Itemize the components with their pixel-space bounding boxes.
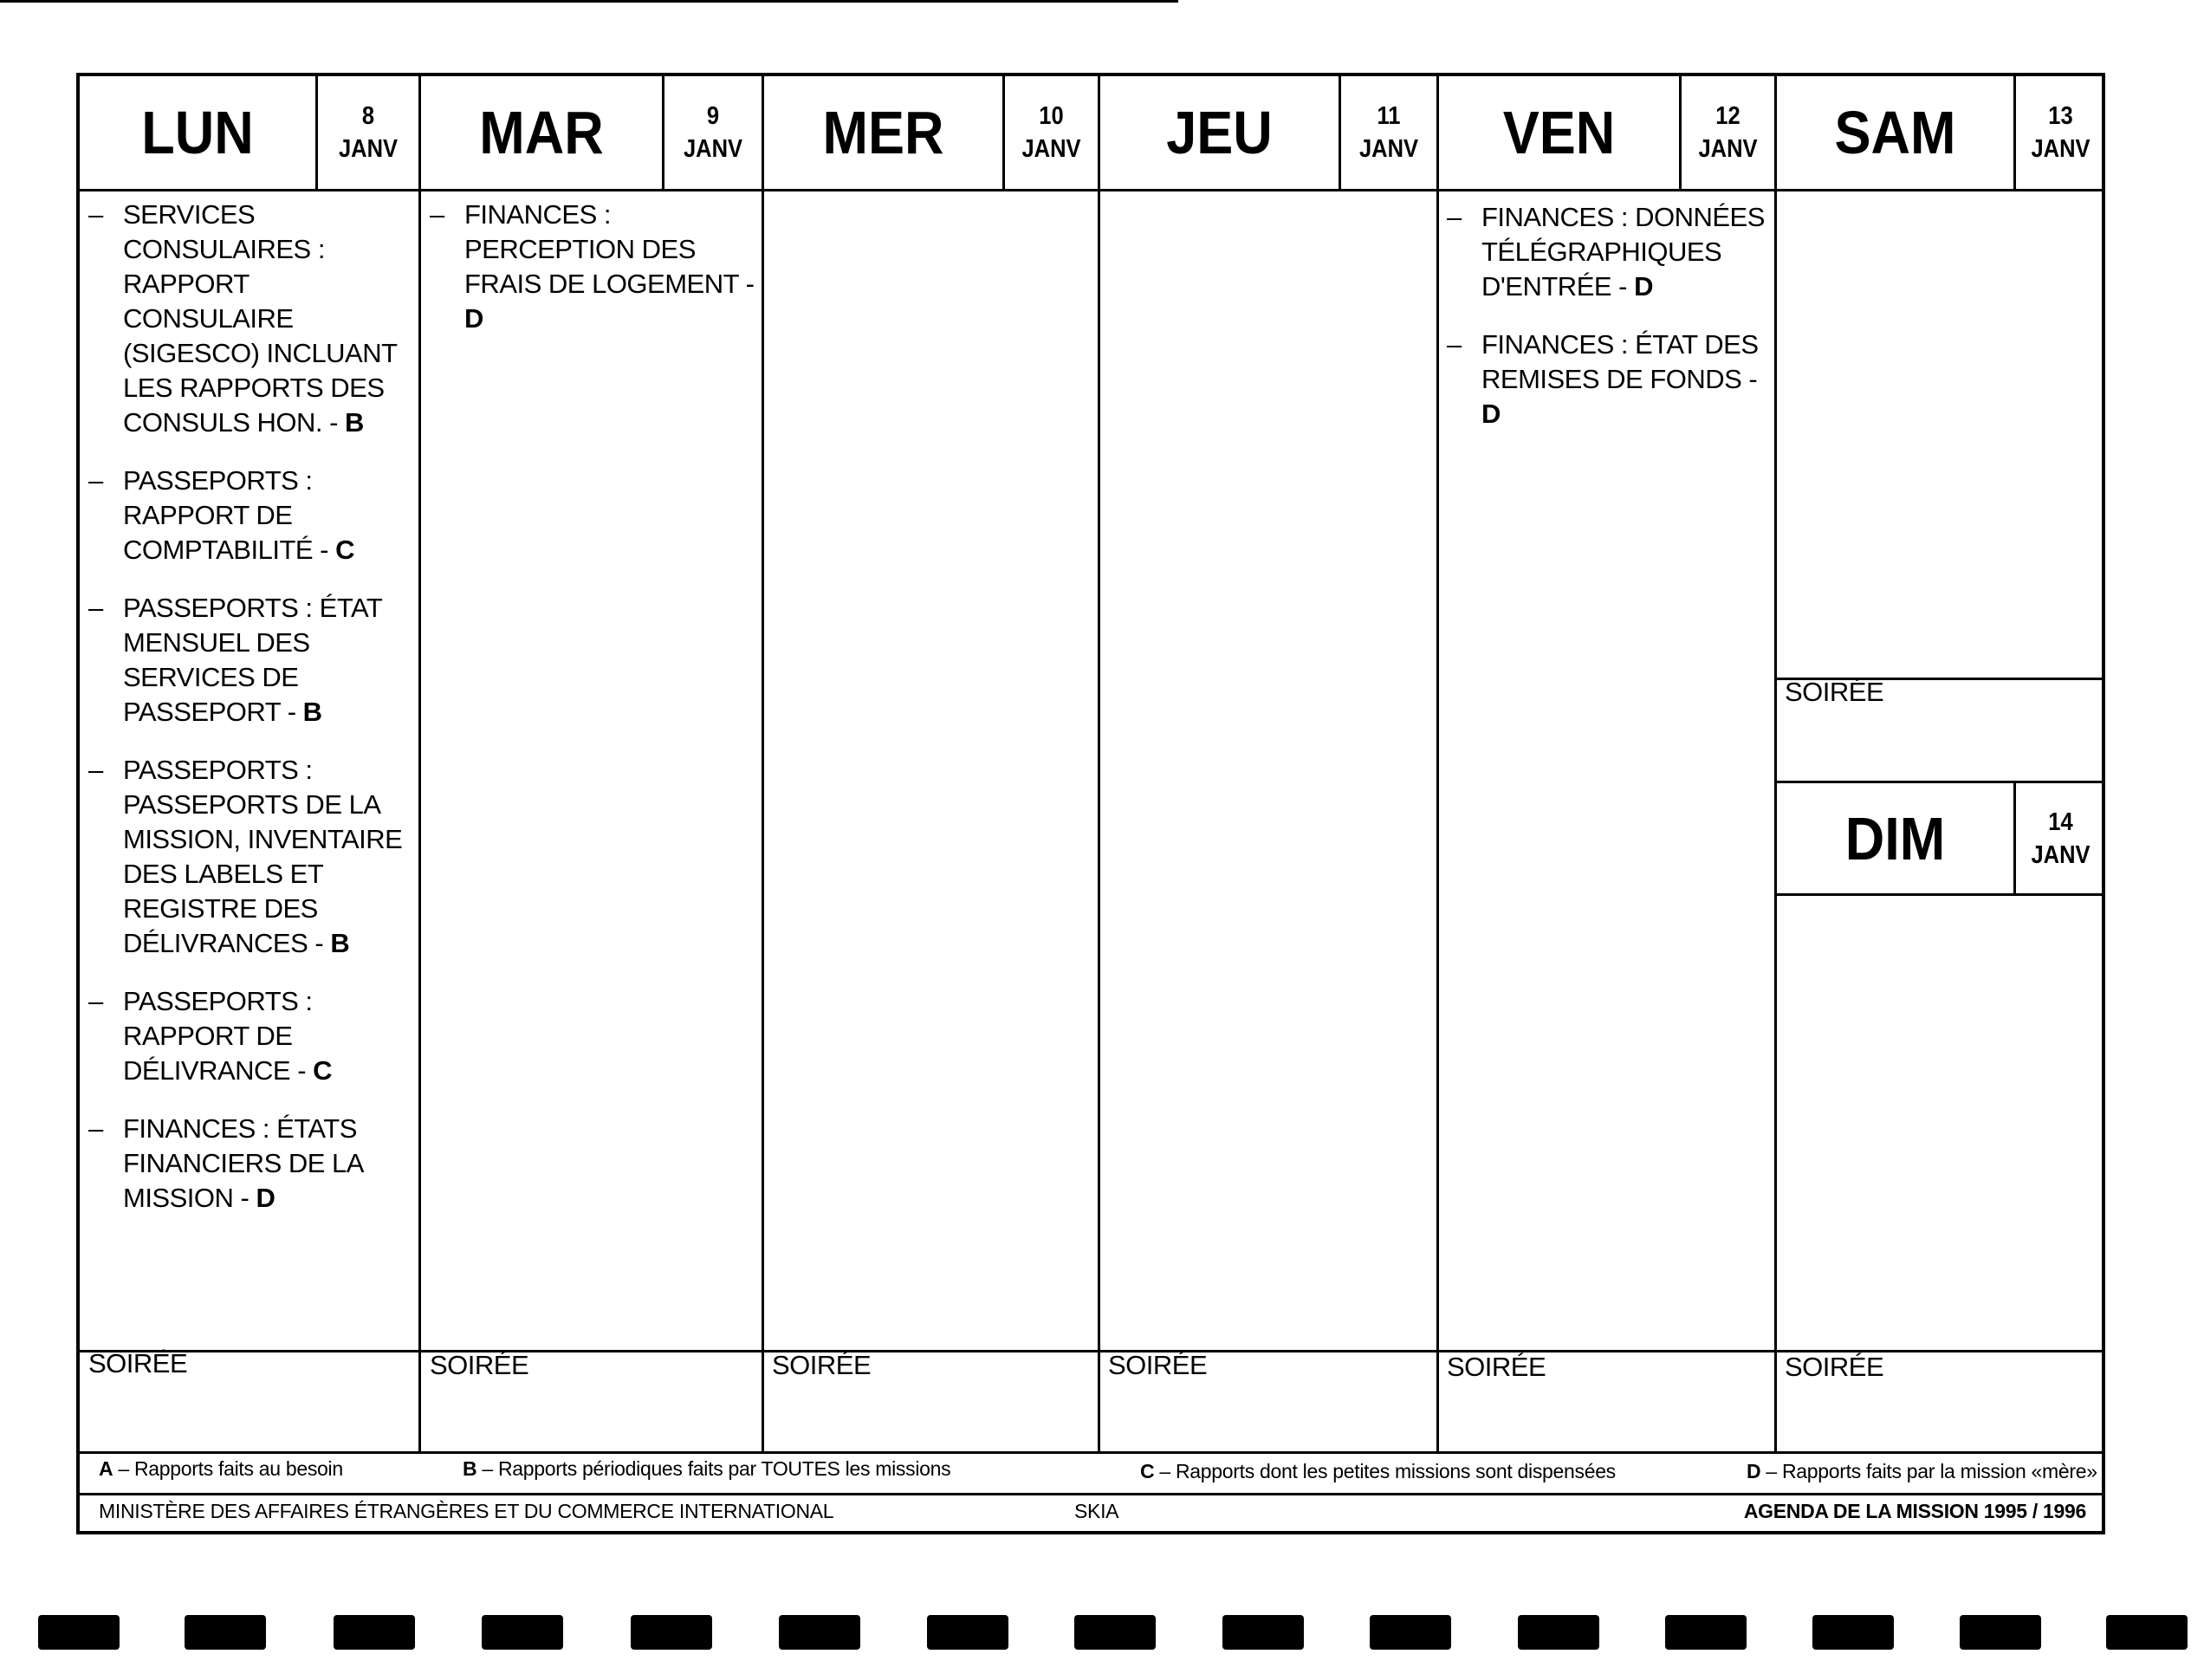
perforation-mark	[185, 1615, 266, 1650]
divider-lun-mar	[418, 76, 421, 1451]
top-edge-line	[0, 0, 1178, 3]
soiree-label-dim: SOIRÉE	[1785, 1352, 1884, 1382]
datebox-divider-ven	[1679, 76, 1682, 189]
date-month: JANV	[1358, 135, 1419, 163]
datebox-divider-dim	[2013, 781, 2016, 893]
datebox-divider-sam	[2013, 76, 2016, 189]
legend-text: – Rapports faits au besoin	[118, 1457, 343, 1480]
date-lun	[324, 76, 412, 189]
task-item	[1447, 200, 1772, 304]
task-item	[430, 198, 759, 336]
divider-jeu-ven	[1436, 76, 1439, 1451]
perforation-mark	[2106, 1615, 2188, 1650]
date-day: 13	[2048, 102, 2073, 130]
date-mar	[671, 76, 756, 189]
date-dim	[2021, 783, 2100, 893]
task-report-code: D	[1481, 399, 1501, 429]
task-report-code: B	[345, 407, 364, 438]
dim-header-bottom-line	[1774, 893, 2105, 896]
date-day: 11	[1377, 102, 1401, 130]
task-dash: –	[88, 465, 103, 496]
task-list-lun	[88, 198, 413, 1239]
date-month: JANV	[338, 135, 399, 163]
day-name-mer: MER	[822, 99, 944, 166]
date-ven	[1687, 76, 1768, 189]
task-item	[88, 198, 413, 440]
perforation-mark	[334, 1615, 415, 1650]
task-item	[1447, 328, 1772, 431]
legend-item-b	[463, 1457, 950, 1481]
task-report-code: C	[313, 1055, 333, 1086]
perforation-mark	[1665, 1615, 1747, 1650]
soiree-label-ven: SOIRÉE	[1447, 1352, 1546, 1382]
day-name-lun: LUN	[141, 99, 254, 166]
perforation-mark	[38, 1615, 120, 1650]
task-text: FINANCES : DONNÉES TÉLÉGRAPHIQUES D'ENTRÉE -	[1481, 202, 1765, 302]
perforation-mark	[1074, 1615, 1156, 1650]
task-text: PASSEPORTS : ÉTAT MENSUEL DES SERVICES DE PASSEPORT -	[123, 593, 382, 727]
task-dash: –	[88, 593, 103, 623]
date-month: JANV	[2031, 840, 2091, 869]
soiree-label-jeu: SOIRÉE	[1108, 1350, 1208, 1380]
date-month: JANV	[2031, 135, 2091, 163]
date-day: 8	[361, 102, 375, 130]
datebox-divider-jeu	[1339, 76, 1341, 189]
perforation-mark	[1960, 1615, 2041, 1650]
legend-item-c	[1140, 1460, 1616, 1483]
task-dash: –	[88, 986, 103, 1016]
legend-item-d	[1747, 1460, 2097, 1483]
legend-key: B	[463, 1457, 477, 1480]
task-report-code: D	[464, 303, 483, 334]
legend-key: D	[1747, 1460, 1761, 1482]
soiree-label-mer: SOIRÉE	[772, 1350, 872, 1380]
legend-key: A	[99, 1457, 113, 1480]
weekly-agenda-sheet	[76, 73, 2105, 1534]
task-item	[88, 1112, 413, 1216]
task-item	[88, 464, 413, 568]
task-text: PASSEPORTS : RAPPORT DE COMPTABILITÉ -	[123, 465, 329, 565]
task-report-code: B	[330, 928, 350, 958]
datebox-divider-lun	[315, 76, 318, 189]
legend-top-line	[80, 1451, 2105, 1454]
date-month: JANV	[1021, 135, 1081, 163]
task-report-code: D	[1634, 271, 1653, 302]
task-text: SERVICES CONSULAIRES : RAPPORT CONSULAIRE (SIGESCO) INCLUANT LES RAPPORTS DES CONSULS HON. -	[123, 199, 397, 438]
date-day: 9	[706, 102, 720, 130]
divider-mer-jeu	[1098, 76, 1100, 1451]
task-dash: –	[88, 755, 103, 785]
legend-text: – Rapports faits par la mission «mère»	[1766, 1460, 2097, 1482]
task-text: PASSEPORTS : PASSEPORTS DE LA MISSION, INVENTAIRE DES LABELS ET REGISTRE DES DÉLIVRANCES -	[123, 755, 403, 958]
divider-mar-mer	[762, 76, 764, 1451]
task-item	[88, 984, 413, 1088]
legend-text: – Rapports périodiques faits par TOUTES les missions	[482, 1457, 951, 1480]
task-dash: –	[1447, 329, 1462, 360]
perforation-mark	[779, 1615, 860, 1650]
soiree-label-sam: SOIRÉE	[1785, 677, 1884, 707]
task-report-code: C	[335, 535, 355, 565]
task-dash: –	[88, 1113, 103, 1144]
soiree-label-mar: SOIRÉE	[430, 1350, 529, 1380]
day-name-dim: DIM	[1844, 804, 1946, 872]
day-name-ven: VEN	[1502, 99, 1616, 166]
perforation-mark	[1812, 1615, 1894, 1650]
date-day: 10	[1039, 102, 1064, 130]
footer-agenda-title: AGENDA DE LA MISSION 1995 / 1996	[1743, 1500, 2086, 1522]
task-item	[88, 753, 413, 961]
date-month: JANV	[683, 135, 743, 163]
task-dash: –	[430, 199, 444, 230]
day-name-sam: SAM	[1834, 99, 1956, 166]
perforation-mark	[1370, 1615, 1451, 1650]
task-report-code: D	[256, 1183, 276, 1213]
task-list-mar	[430, 198, 759, 360]
task-text: FINANCES : ÉTAT DES REMISES DE FONDS -	[1481, 329, 1759, 394]
perforation-mark	[482, 1615, 563, 1650]
footer-top-line	[80, 1493, 2105, 1495]
date-mer	[1010, 76, 1092, 189]
datebox-divider-mer	[1002, 76, 1005, 189]
header-bottom-line	[80, 189, 2105, 191]
task-dash: –	[1447, 202, 1462, 232]
divider-ven-sam	[1774, 76, 1777, 1451]
task-text: FINANCES : PERCEPTION DES FRAIS DE LOGEMENT -	[464, 199, 755, 299]
legend-text: – Rapports dont les petites missions sont dispensées	[1159, 1460, 1616, 1482]
task-item	[88, 591, 413, 730]
date-month: JANV	[1698, 135, 1758, 163]
perforation-mark	[1518, 1615, 1599, 1650]
date-day: 14	[2048, 808, 2073, 836]
datebox-divider-mar	[662, 76, 664, 189]
date-sam	[2021, 76, 2100, 189]
perforation-mark	[1222, 1615, 1304, 1650]
task-report-code: B	[302, 697, 322, 727]
task-dash: –	[88, 199, 103, 230]
perforation-mark	[927, 1615, 1008, 1650]
legend-key: C	[1140, 1460, 1155, 1482]
day-name-mar: MAR	[479, 99, 604, 166]
task-text: FINANCES : ÉTATS FINANCIERS DE LA MISSION -	[123, 1113, 363, 1213]
soiree-label-lun: SOIRÉE	[88, 1348, 188, 1378]
task-list-ven	[1447, 200, 1772, 455]
footer-code: SKIA	[1074, 1500, 1119, 1522]
day-name-jeu: JEU	[1166, 99, 1273, 166]
task-text: PASSEPORTS : RAPPORT DE DÉLIVRANCE -	[123, 986, 313, 1086]
footer-ministry: MINISTÈRE DES AFFAIRES ÉTRANGÈRES ET DU COMMERCE INTERNATIONAL	[99, 1500, 834, 1522]
legend-item-a	[99, 1457, 343, 1481]
date-jeu	[1347, 76, 1431, 189]
date-day: 12	[1715, 102, 1741, 130]
perforation-mark	[631, 1615, 712, 1650]
